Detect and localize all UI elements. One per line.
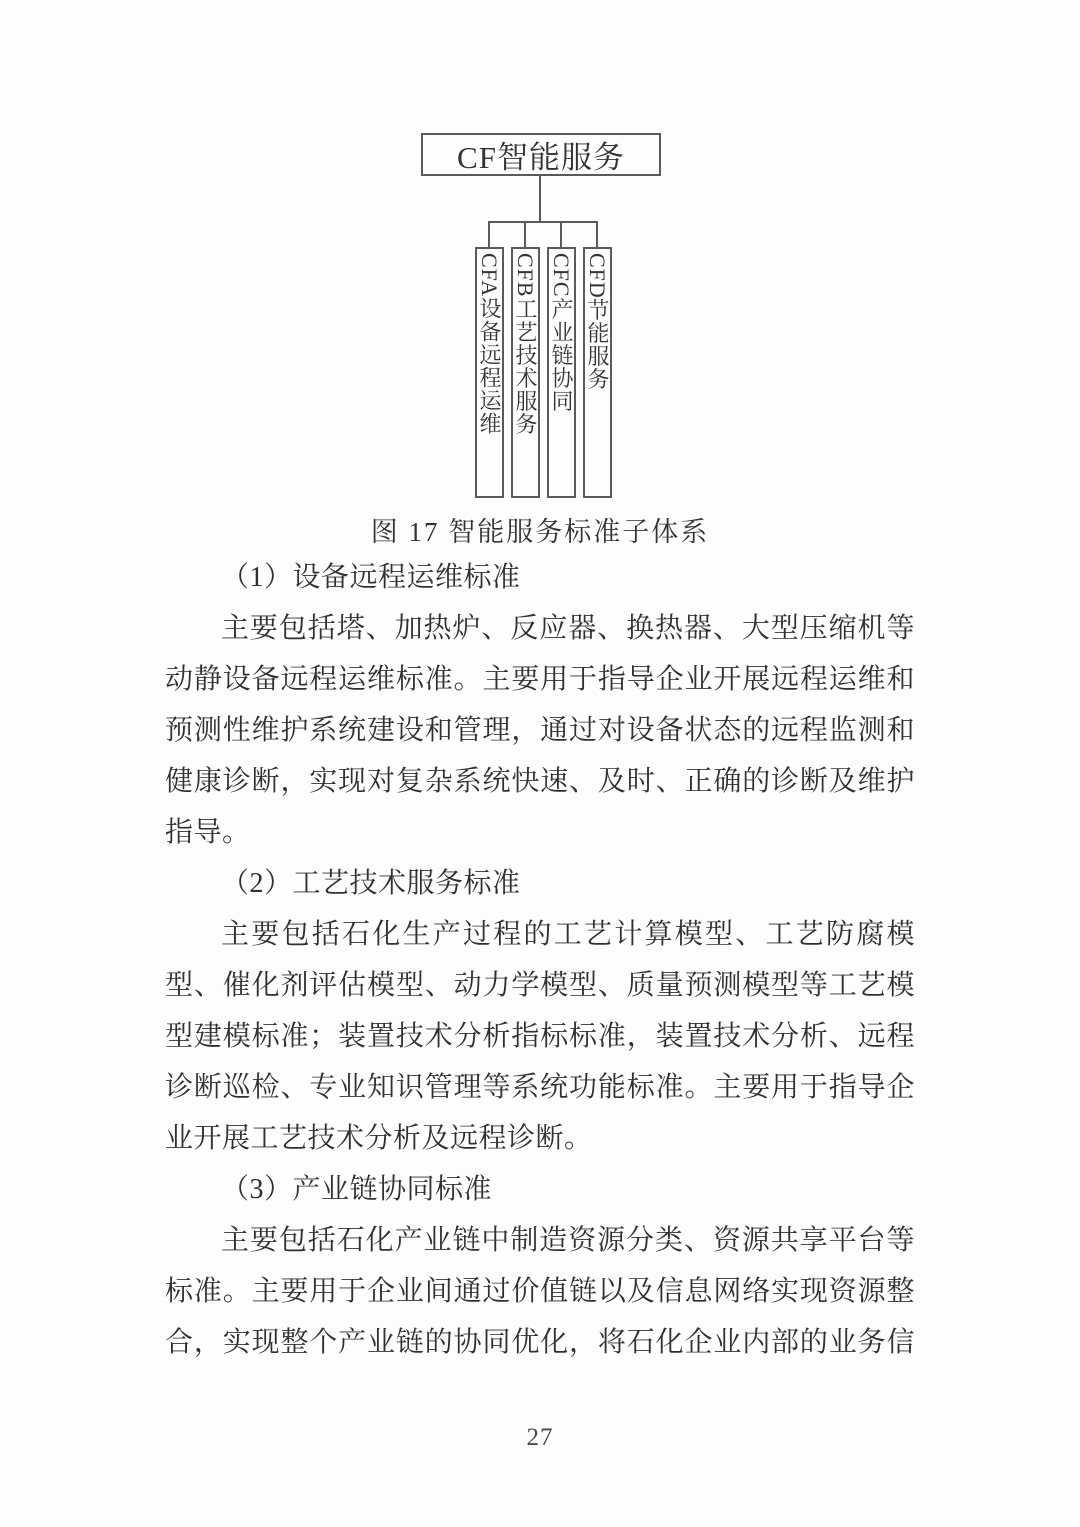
connector-drop-line: [560, 222, 562, 247]
section-paragraph-2: [165, 909, 915, 1164]
text-line: 标准。主要用于企业间通过价值链以及信息网络实现资源整: [165, 1276, 915, 1307]
document-body: [165, 552, 915, 1368]
text-line: 型、催化剂评估模型、动力学模型、质量预测模型等工艺模: [165, 970, 915, 1001]
text-line: 型建模标准；装置技术分析指标标准，装置技术分析、远程: [165, 1021, 915, 1052]
diagram-child-box-cfa: CFA设备远程运维: [475, 247, 504, 498]
text-line: 主要包括塔、加热炉、反应器、换热器、大型压缩机等: [221, 613, 915, 644]
page-number: 27: [526, 1424, 554, 1451]
figure-17-diagram: [0, 0, 1080, 505]
section-heading-1: （1）设备远程运维标准: [221, 562, 521, 593]
text-line: 主要包括石化生产过程的工艺计算模型、工艺防腐模: [221, 919, 915, 950]
connector-drop-line: [596, 222, 598, 247]
text-line: 合，实现整个产业链的协同优化，将石化企业内部的业务信: [165, 1327, 915, 1358]
text-line: 诊断巡检、专业知识管理等系统功能标准。主要用于指导企: [165, 1072, 915, 1103]
connector-drop-line: [488, 222, 490, 247]
text-line: 健康诊断，实现对复杂系统快速、及时、正确的诊断及维护: [165, 766, 915, 797]
connector-drop-line: [524, 222, 526, 247]
connector-horizontal-line: [488, 221, 598, 223]
text-line: 动静设备远程运维标准。主要用于指导企业开展远程运维和: [165, 664, 915, 695]
diagram-child-box-cfb: CFB工艺技术服务: [511, 247, 540, 498]
section-paragraph-3: [165, 1215, 915, 1368]
section-paragraph-1: [165, 603, 915, 858]
text-line: 主要包括石化产业链中制造资源分类、资源共享平台等: [221, 1225, 915, 1256]
connector-stem-line: [539, 176, 541, 221]
figure-caption: 图 17 智能服务标准子体系: [370, 517, 710, 547]
text-line: 业开展工艺技术分析及远程诊断。: [165, 1123, 593, 1154]
text-line: 指导。: [165, 817, 251, 848]
diagram-child-box-cfd: CFD节能服务: [583, 247, 612, 498]
section-heading-2: （2）工艺技术服务标准: [221, 868, 521, 899]
text-line: 预测性维护系统建设和管理，通过对设备状态的远程监测和: [165, 715, 915, 746]
diagram-child-box-cfc: CFC产业链协同: [547, 247, 576, 498]
section-heading-3: （3）产业链协同标准: [221, 1174, 493, 1205]
diagram-root-box: CF智能服务: [421, 133, 661, 176]
